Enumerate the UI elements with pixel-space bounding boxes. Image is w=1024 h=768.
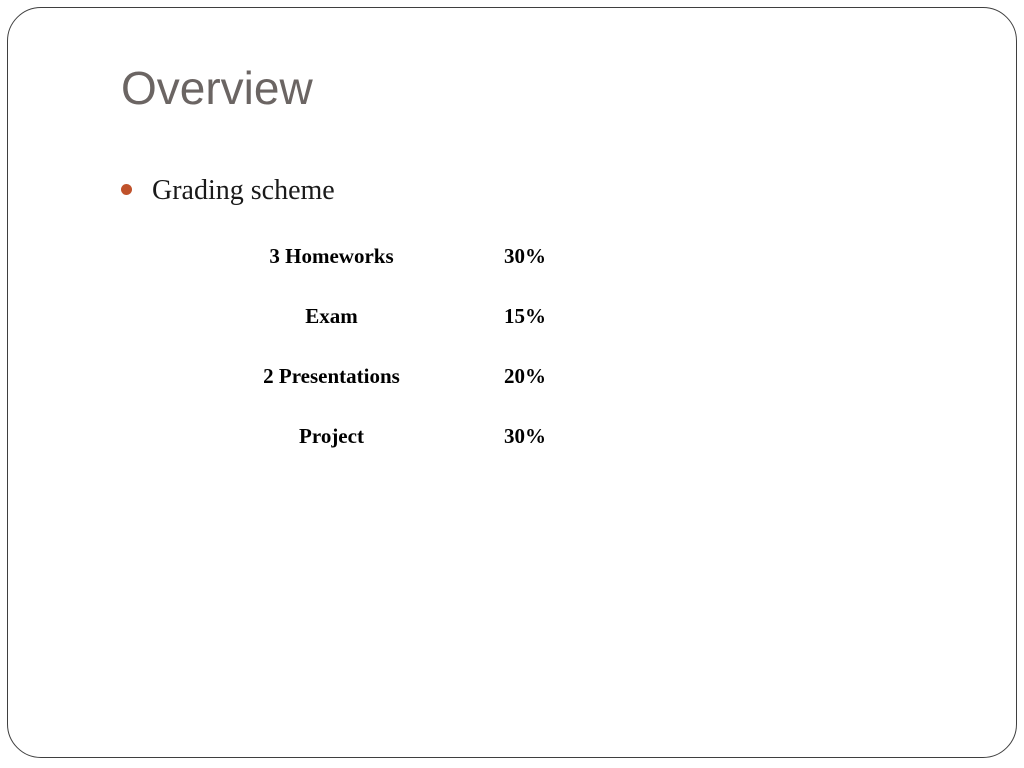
grading-item-label: Exam [305, 304, 358, 328]
grading-row [230, 244, 546, 304]
grading-item-weight: 15% [504, 304, 546, 328]
bullet-dot-icon [121, 184, 132, 195]
grading-item-label: Project [299, 424, 364, 448]
bullet-text: Grading scheme [152, 175, 335, 206]
grading-table [230, 244, 546, 484]
grading-row [230, 304, 546, 364]
grading-item-weight: 30% [504, 244, 546, 268]
bullet-item [121, 174, 335, 208]
slide-title: Overview [121, 62, 313, 114]
grading-row [230, 364, 546, 424]
grading-item-label: 3 Homeworks [269, 244, 394, 268]
grading-item-weight: 30% [504, 424, 546, 448]
slide-frame [7, 7, 1017, 758]
grading-item-label: 2 Presentations [263, 364, 400, 388]
grading-item-weight: 20% [504, 364, 546, 388]
grading-row [230, 424, 546, 484]
